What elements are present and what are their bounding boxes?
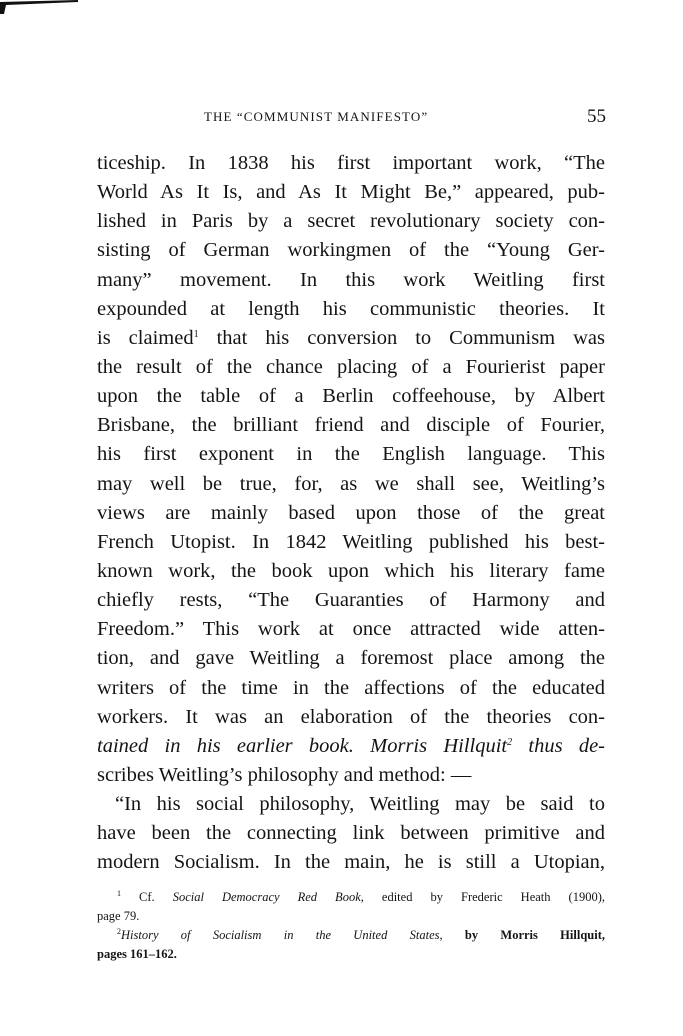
text-segment: Cf. — [121, 890, 173, 904]
text-line: writers of the time in the affections of the educated — [97, 676, 605, 699]
footnote-2-cont: pages 161–162. — [97, 947, 177, 961]
scan-corner-mark — [0, 0, 78, 14]
text-line: chiefly rests, “The Guaranties of Harmony and — [97, 589, 605, 612]
text-line: many” movement. In this work Weitling first — [97, 268, 605, 291]
text-segment: that his conversion to Communism was — [198, 326, 606, 349]
running-head: THE “COMMUNIST MANIFESTO” — [204, 109, 429, 124]
text-line: French Utopist. In 1842 Weitling published his best- — [97, 530, 605, 553]
page-number: 55 — [587, 106, 606, 127]
text-line: “In his social philosophy, Weitling may be said to — [115, 793, 605, 816]
text-line: workers. It was an elaboration of the theories con- — [97, 705, 605, 728]
text-line: Brisbane, the brilliant friend and disciple of Fourier, — [97, 414, 605, 437]
footnote-title: History of Socialism in the United States, — [121, 928, 443, 942]
text-line — [97, 732, 605, 761]
text-line: ticeship. In 1838 his first important work, “The — [97, 152, 605, 174]
text-line: sisting of German workingmen of the “Young Ger- — [97, 239, 605, 262]
text-line: upon the table of a Berlin coffeehouse, by Albert — [97, 385, 605, 408]
footnote-ref: 1 — [193, 328, 199, 340]
text-line: views are mainly based upon those of the great — [97, 501, 605, 524]
text-line: his first exponent in the English language. This — [97, 443, 605, 466]
text-line: World As It Is, and As It Might Be,” appeared, pub- — [97, 181, 605, 204]
text-line — [97, 324, 605, 353]
text-line: Freedom.” This work at once attracted wide atten- — [97, 618, 605, 641]
text-segment: is claimed — [97, 326, 194, 349]
text-segment: by Morris Hillquit, — [442, 928, 605, 942]
text-segment: edited by Frederic Heath (1900), — [363, 890, 605, 904]
text-line: the result of the chance placing of a Fourierist paper — [97, 355, 605, 378]
footnote-2 — [97, 926, 605, 945]
body-text — [97, 149, 605, 878]
footnote-1-cont: page 79. — [97, 909, 140, 923]
footnote-title: Social Democracy Red Book, — [172, 890, 364, 904]
text-line: scribes Weitling’s philosophy and method: — — [97, 763, 472, 786]
footnote-ref: 2 — [507, 736, 513, 748]
text-line: modern Socialism. In the main, he is still a Utopian, — [97, 851, 605, 874]
text-line: known work, the book upon which his literary fame — [97, 559, 605, 582]
footnotes — [97, 888, 605, 964]
text-line: may well be true, for, as we shall see, Weitling’s — [97, 472, 605, 495]
footnote-number: 2 — [117, 927, 121, 936]
text-segment: thus de- — [512, 734, 605, 757]
text-segment: tained in his earlier book. Morris Hillquit — [97, 734, 508, 757]
text-line: lished in Paris by a secret revolutionary society con- — [97, 210, 605, 233]
page-header — [96, 106, 610, 128]
footnote-number: 1 — [117, 889, 121, 898]
text-line: expounded at length his communistic theories. It — [97, 297, 605, 320]
footnote-1 — [97, 888, 605, 907]
text-line: tion, and gave Weitling a foremost place among the — [97, 647, 605, 670]
text-line: have been the connecting link between primitive and — [97, 822, 605, 845]
